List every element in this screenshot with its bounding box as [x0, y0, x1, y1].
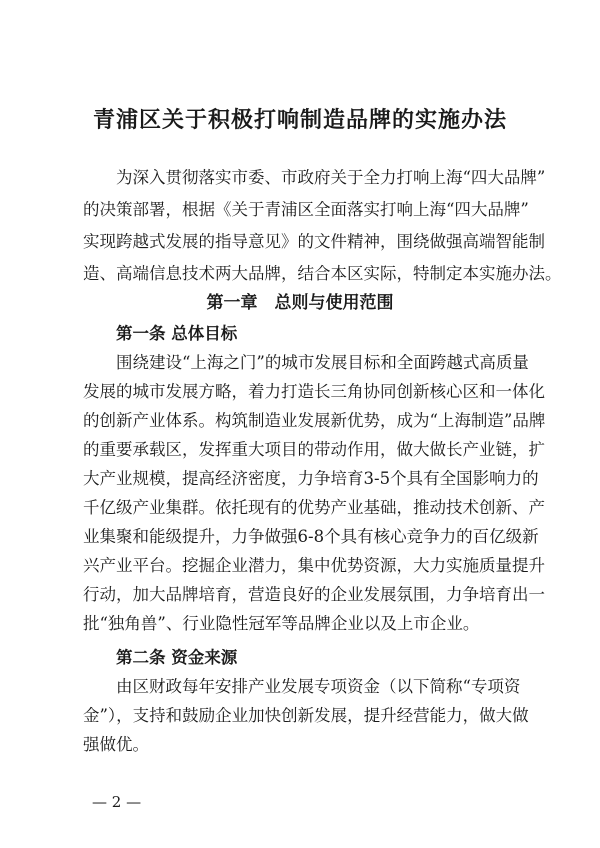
body-line: 千亿级产业集群。依托现有的优势产业基础，推动技术创新、产	[83, 498, 545, 517]
body-line: 业集聚和能级提升，力争做强6-8个具有核心竞争力的百亿级新	[83, 527, 539, 546]
intro-line: 造、高端信息技术两大品牌，结合本区实际，特制定本实施办法。	[83, 264, 562, 283]
body-line: 强做优。	[83, 735, 149, 754]
chapter-heading: 第一章 总则与使用范围	[206, 293, 394, 313]
article-heading: 第一条 总体目标	[116, 324, 238, 343]
body-line: 的创新产业体系。构筑制造业发展新优势，成为“上海制造”品牌	[83, 411, 546, 430]
body-line: 由区财政每年安排产业发展专项资金（以下简称“专项资	[116, 677, 521, 696]
body-line: 的重要承载区，发挥重大项目的带动作用，做大做长产业链，扩	[83, 440, 545, 459]
body-line: 大产业规模，提高经济密度，力争培育3-5个具有全国影响力的	[83, 469, 539, 488]
body-line: 批“独角兽”、行业隐性冠军等品牌企业以及上市企业。	[83, 614, 480, 633]
document-title: 青浦区关于积极打响制造品牌的实施办法	[92, 107, 507, 133]
body-line: 行动，加大品牌培育，营造良好的企业发展氛围，力争培育出一	[83, 585, 545, 604]
article-heading: 第二条 资金来源	[116, 648, 238, 667]
body-line: 兴产业平台。挖掘企业潜力，集中优势资源，大力实施质量提升	[83, 556, 545, 575]
body-line: 发展的城市发展方略，着力打造长三角协同创新核心区和一体化	[83, 382, 545, 401]
page-number: — 2 —	[92, 793, 142, 811]
intro-line: 实现跨越式发展的指导意见》的文件精神，围绕做强高端智能制	[83, 232, 545, 251]
intro-line: 的决策部署，根据《关于青浦区全面落实打响上海“四大品牌”	[83, 200, 529, 219]
body-line: 金”），支持和鼓励企业加快创新发展，提升经营能力，做大做	[83, 706, 529, 725]
intro-line: 为深入贯彻落实市委、市政府关于全力打响上海“四大品牌”	[116, 168, 546, 187]
body-line: 围绕建设“上海之门”的城市发展目标和全面跨越式高质量	[116, 353, 529, 372]
